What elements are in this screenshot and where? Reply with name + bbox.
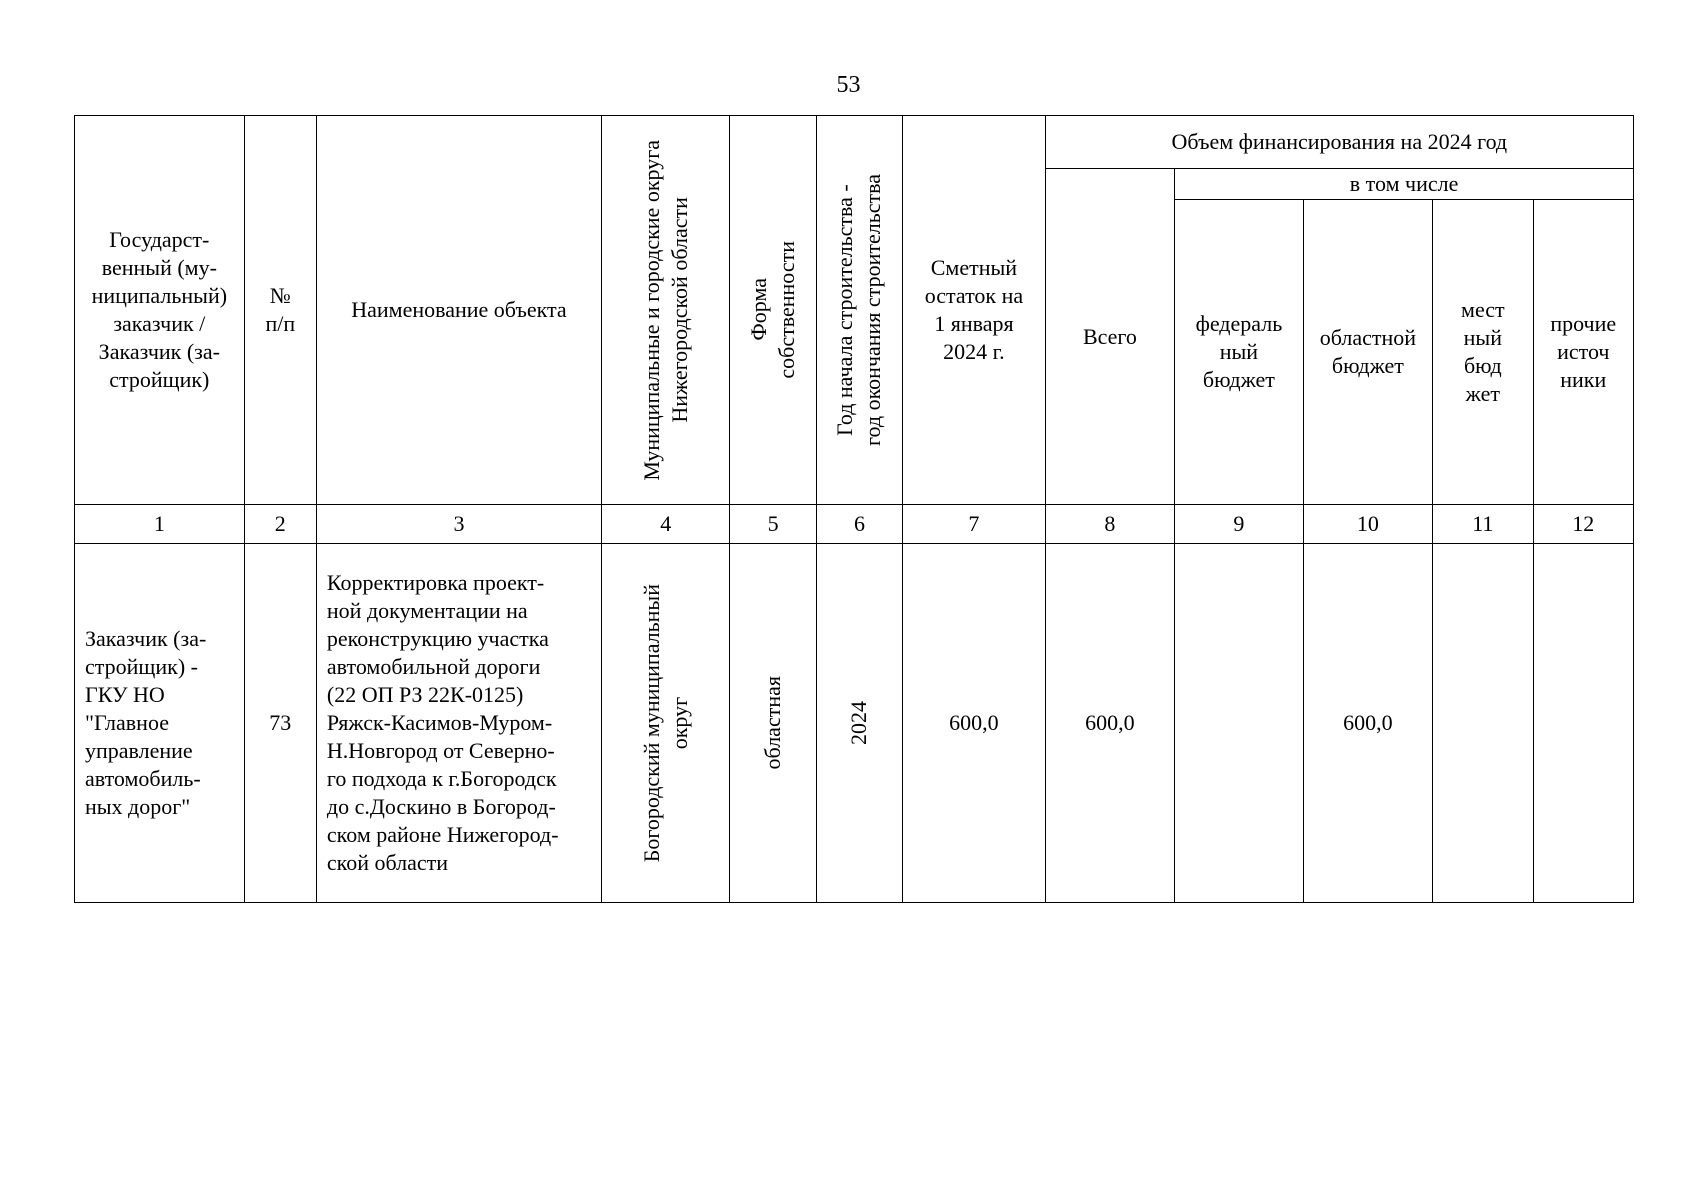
cell-number: 73	[244, 544, 316, 903]
cell-customer: Заказчик (за- стройщик) - ГКУ НО "Главное управление автомобиль- ных дорог"	[75, 544, 245, 903]
cell-municipality: Богородский муниципальный округ	[602, 544, 730, 903]
cell-regional: 600,0	[1303, 544, 1432, 903]
column-numbers-row	[75, 505, 1634, 544]
header-other: прочие источ ники	[1533, 200, 1633, 505]
header-number: № п/п	[244, 116, 316, 505]
header-ownership: Форма собственности	[730, 116, 816, 505]
financing-table	[74, 115, 1634, 903]
header-regional: областной бюджет	[1303, 200, 1432, 505]
cell-total: 600,0	[1045, 544, 1174, 903]
column-number: 5	[730, 505, 816, 544]
cell-federal	[1175, 544, 1303, 903]
header-federal: федераль ный бюджет	[1175, 200, 1303, 505]
column-number: 9	[1175, 505, 1303, 544]
header-object-name: Наименование объекта	[316, 116, 601, 505]
column-number: 6	[816, 505, 902, 544]
column-number: 4	[602, 505, 730, 544]
column-number: 12	[1533, 505, 1633, 544]
header-estimated-balance: Сметный остаток на 1 января 2024 г.	[903, 116, 1046, 505]
header-local: мест ный бюд жет	[1433, 200, 1533, 505]
header-municipality: Муниципальные и городские округа Нижегородской области	[602, 116, 730, 505]
cell-estimated-balance: 600,0	[903, 544, 1046, 903]
column-number: 1	[75, 505, 245, 544]
page-number: 53	[836, 72, 861, 98]
cell-ownership: областная	[730, 544, 816, 903]
header-financing: Объем финансирования на 2024 год	[1045, 116, 1633, 169]
cell-other	[1533, 544, 1633, 903]
header-including: в том числе	[1175, 169, 1634, 200]
header-customer: Государст- венный (му- ниципальный) заказчик / Заказчик (за- стройщик)	[75, 116, 245, 505]
column-number: 8	[1045, 505, 1174, 544]
column-number: 10	[1303, 505, 1432, 544]
column-number: 11	[1433, 505, 1533, 544]
table-row	[75, 544, 1634, 903]
header-years: Год начала строительства - год окончания строительства	[816, 116, 902, 505]
cell-years: 2024	[816, 544, 902, 903]
cell-local	[1433, 544, 1533, 903]
header-total: Всего	[1045, 169, 1174, 505]
column-number: 3	[316, 505, 601, 544]
column-number: 7	[903, 505, 1046, 544]
cell-object-name: Корректировка проект- ной документации на реконструкцию участка автомобильной дороги (22 ОП РЗ 22К-0125) Ряжск-Касимов-Муром- Н.Новгород от Северно- го подхода к г.Богородск до с.Доскино в Богород- ском районе Нижегород- ской области	[316, 544, 601, 903]
column-number: 2	[244, 505, 316, 544]
